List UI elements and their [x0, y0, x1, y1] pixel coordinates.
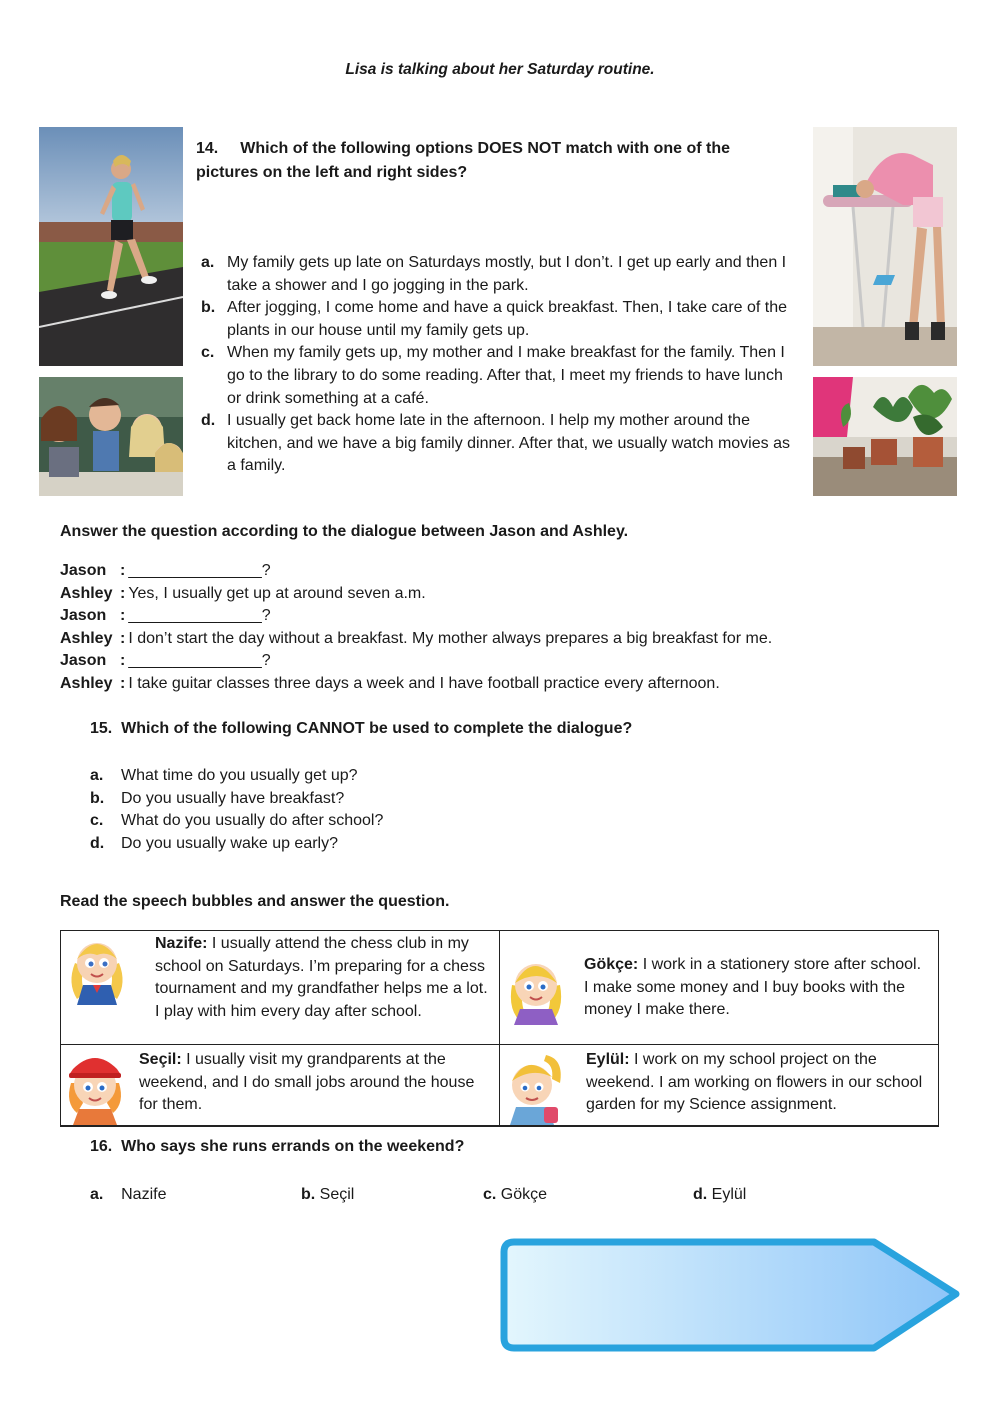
nazife-name: Nazife:: [155, 935, 208, 952]
option-15-b[interactable]: b. Do you usually have breakfast?: [90, 789, 345, 807]
speech-bubbles-table: [60, 930, 939, 1126]
dialogue-line: Ashley : I take guitar classes three days a week and I have football practice every afternoon.: [60, 673, 960, 696]
eylul-speech: Eylül: I work on my school project on the weekend. I am working on flowers in our school garden for my Science assignment.: [586, 1051, 923, 1114]
bubble-gokce: [499, 930, 939, 1045]
question-16-text: Who says she runs errands on the weekend?: [121, 1138, 465, 1155]
bubbles-heading: Read the speech bubbles and answer the question.: [60, 893, 450, 910]
option-14-c[interactable]: c. When my family gets up, my mother and I make breakfast for the family. Then I go to the library to do some reading. After that, I meet my friends to have lunch or drink something at a café.: [201, 344, 785, 407]
speaker: Ashley: [60, 629, 113, 647]
question-15-options: [90, 765, 383, 855]
dialogue-blank[interactable]: _______________?: [128, 562, 271, 579]
question-15-number: 15.: [90, 720, 113, 737]
watering-plants-photo: [813, 377, 957, 496]
next-arrow-button[interactable]: [496, 1234, 966, 1356]
option-15-a[interactable]: a. What time do you usually get up?: [90, 767, 358, 784]
dialogue-heading: Answer the question according to the dialogue between Jason and Ashley.: [60, 523, 629, 540]
arrow-shape[interactable]: [504, 1242, 956, 1348]
nazife-speech: Nazife: I usually attend the chess club in my school on Saturdays. I’m preparing for a chess tournament and my grandfather helps me a lot. I play with him every day after school.: [155, 935, 488, 1020]
dialogue-blank[interactable]: _______________?: [128, 652, 271, 670]
question-15: [90, 720, 632, 738]
dialogue: [60, 560, 960, 696]
option-15-d[interactable]: d. Do you usually wake up early?: [90, 834, 339, 852]
dialogue-blank[interactable]: _______________?: [128, 607, 271, 625]
speaker: Jason: [60, 607, 107, 625]
speaker: Jason: [60, 562, 107, 579]
speaker: Ashley: [60, 674, 113, 692]
gokce-name: Gökçe:: [584, 956, 639, 973]
option-14-b[interactable]: b. After jogging, I come home and have a quick breakfast. Then, I take care of the plants in our house until my family gets up.: [201, 299, 788, 339]
secil-name: Seçil:: [139, 1051, 182, 1068]
speaker: Ashley: [60, 584, 113, 602]
option-16-a[interactable]: a. Nazife: [90, 1186, 167, 1203]
friends-cafe-photo: [39, 377, 183, 496]
gokce-avatar: [504, 953, 568, 1025]
option-15-c[interactable]: c. What do you usually do after school?: [90, 812, 384, 830]
dialogue-line: Jason : _______________?: [60, 650, 960, 673]
secil-avatar: [63, 1049, 127, 1125]
intro-text: Lisa is talking about her Saturday routine.: [345, 61, 655, 78]
secil-speech: Seçil: I usually visit my grandparents at the weekend, and I do small jobs around the house for them.: [139, 1051, 475, 1114]
question-15-text: Which of the following CANNOT be used to complete the dialogue?: [121, 720, 633, 737]
gokce-speech: Gökçe: I work in a stationery store after school. I make some money and I buy books with the money I make there.: [584, 956, 922, 1019]
dialogue-line: Jason : _______________?: [60, 560, 960, 583]
eylul-avatar: [502, 1049, 566, 1125]
option-14-d[interactable]: d. I usually get back home late in the afternoon. I help my mother around the kitchen, and we have a big family dinner. After that, we usually watch movies as a family.: [201, 412, 790, 475]
question-14-options: [201, 252, 801, 478]
question-14: [196, 137, 766, 185]
dialogue-line: Ashley : I don’t start the day without a breakfast. My mother always prepares a big breakfast for me.: [60, 628, 960, 651]
eylul-name: Eylül:: [586, 1051, 630, 1068]
nazife-avatar: [65, 933, 129, 1005]
bubble-nazife: [60, 930, 500, 1045]
question-16-number: 16.: [90, 1138, 113, 1155]
option-14-a[interactable]: a. My family gets up late on Saturdays mostly, but I don’t. I get up early and then I take a shower and I go jogging in the park.: [201, 254, 787, 294]
question-16: [90, 1138, 464, 1156]
option-16-b[interactable]: b. Seçil: [301, 1186, 355, 1203]
dialogue-line: Jason : _______________?: [60, 605, 960, 628]
option-16-c[interactable]: c. Gökçe: [483, 1186, 548, 1203]
speaker: Jason: [60, 652, 107, 670]
question-14-number: 14.: [196, 140, 219, 157]
option-16-d[interactable]: d. Eylül: [693, 1186, 747, 1203]
bubble-secil: [60, 1044, 500, 1127]
question-14-text: Which of the following options DOES NOT match with one of the pictures on the left and right sides?: [196, 140, 730, 181]
dialogue-line: Ashley : Yes, I usually get up at around seven a.m.: [60, 583, 960, 606]
jogging-photo: [39, 127, 183, 366]
bubble-eylul: [499, 1044, 939, 1127]
ironing-photo: [813, 127, 957, 366]
